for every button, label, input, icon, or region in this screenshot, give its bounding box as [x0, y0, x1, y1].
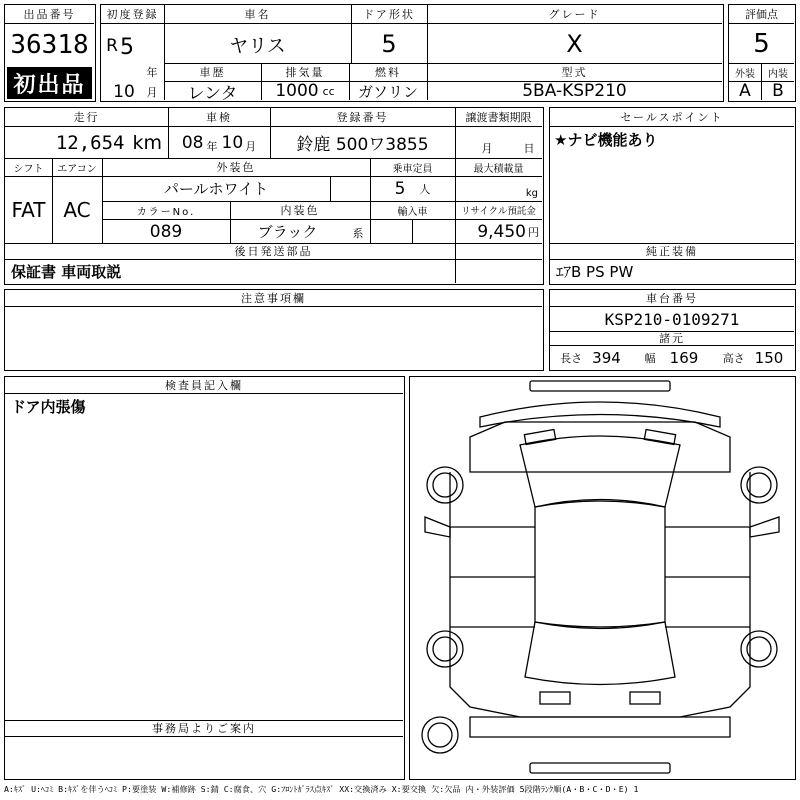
int-color-value: ブラック [257, 223, 318, 241]
capacity-label: 乗車定員 [392, 163, 433, 175]
spec-length-value: 394 [592, 348, 621, 367]
max-load-value [455, 176, 542, 201]
spec-length [550, 346, 631, 369]
legend-text: A:ｷｽﾞ U:ﾍｺﾐ B:ｷｽﾞを伴うﾍｺﾐ P:要塗装 W:補修跡 S:錆 C:腐食、穴 G:ﾌﾛﾝﾄｶﾞﾗｽ点ｷｽﾞ XX:交換済み X:要交換 欠:欠品 内・外装評価 5段階ﾗﾝｸ順(A・B・C・D・E) 1 [4, 783, 639, 794]
sales-point-value: ★ナビ機能あり [554, 130, 658, 149]
mileage-value [5, 127, 168, 158]
first-reg-year: 5 [120, 34, 134, 60]
first-reg-label: 初度登録 [106, 8, 159, 21]
car-diagram [409, 376, 796, 780]
spec-width [631, 346, 712, 369]
sales-point-label: セールスポイント [620, 111, 724, 124]
main-info-box [100, 4, 724, 102]
color-no-value: 089 [149, 221, 183, 242]
int-score-value: B [772, 82, 784, 100]
grade-value: X [566, 30, 583, 58]
notes-label: 注意事項欄 [241, 292, 306, 305]
mileage-label: 走行 [73, 111, 100, 124]
recycle-value [455, 220, 542, 243]
spec-width-label: 幅 [644, 351, 656, 365]
aircon-value: AC [63, 197, 91, 222]
history-value: レンタ [187, 83, 238, 100]
ext-color-value: パールホワイト [163, 180, 269, 198]
history-label: 車歴 [199, 66, 226, 79]
color-no-label: カラーNo. [136, 206, 196, 218]
int-color-unit: 系 [352, 227, 364, 240]
displacement-number: 1000 [275, 82, 319, 100]
car-name-label: 車名 [244, 8, 271, 21]
equipment-value: ｴｱB PS PW [556, 263, 634, 281]
lot-label: 出品番号 [23, 8, 76, 21]
score-value: 5 [753, 29, 770, 59]
transfer-deadline-label: 譲渡書類期限 [465, 111, 532, 124]
ext-score-value: A [739, 82, 751, 100]
inspector-label: 検査員記入欄 [165, 379, 243, 392]
office-label: 事務局よりご案内 [152, 722, 256, 735]
model-code-label: 型式 [561, 66, 588, 79]
doors-label: ドア形状 [363, 8, 415, 21]
recycle-unit: 円 [528, 225, 539, 239]
specs-label: 諸元 [659, 332, 685, 345]
spec-width-value: 169 [669, 348, 699, 367]
fuel-label: 燃料 [375, 66, 401, 79]
spec-height [712, 346, 794, 369]
transfer-deadline-month: 月 [481, 142, 493, 155]
import-label: 輸入車 [397, 206, 428, 218]
registration-label: 登録番号 [336, 111, 389, 124]
capacity-value [370, 176, 455, 201]
vehicle-detail-box [4, 107, 544, 285]
registration-value: 鈴鹿 500ワ3855 [296, 135, 429, 155]
car-outline-svg [410, 377, 794, 778]
max-load-unit: kg [525, 188, 538, 199]
inspection-value [168, 127, 270, 158]
car-name-value: ヤリス [229, 34, 286, 57]
spec-length-label: 長さ [560, 351, 583, 365]
inspection-label: 車検 [206, 111, 232, 124]
grade-label: グレード [548, 8, 601, 21]
shift-label: シフト [13, 163, 44, 175]
later-parts-label: 後日発送部品 [234, 245, 313, 258]
capacity-unit: 人 [419, 182, 431, 196]
lot-box [4, 4, 96, 102]
spec-height-value: 150 [754, 348, 784, 367]
first-reg-month: 10 [113, 83, 135, 100]
chassis-label: 車台番号 [646, 292, 698, 305]
transfer-deadline-day: 日 [523, 142, 535, 155]
aircon-label: エアコン [57, 163, 97, 175]
chassis-value: KSP210-0109271 [604, 309, 740, 329]
inspector-value: ドア内張傷 [11, 397, 86, 416]
first-reg-year-unit: 年 [146, 66, 158, 79]
equipment-label: 純正装備 [646, 245, 698, 258]
ext-score-label: 外装 [735, 68, 755, 80]
inspection-year: 08 [181, 132, 204, 153]
max-load-label: 最大積載量 [473, 163, 524, 175]
shift-value: FAT [11, 197, 46, 222]
ext-color-label: 外装色 [216, 161, 256, 174]
score-box [728, 4, 796, 102]
later-parts-value: 保証書 車両取説 [11, 263, 122, 281]
int-color-label: 内装色 [280, 204, 320, 217]
capacity-number: 5 [394, 178, 406, 199]
displacement-label: 排気量 [285, 66, 325, 79]
int-score-label: 内装 [768, 68, 788, 80]
mileage-unit: km [132, 131, 162, 154]
inspector-box [4, 376, 405, 780]
spec-height-label: 高さ [722, 351, 745, 365]
sales-point-box [549, 107, 796, 285]
chassis-box [549, 289, 796, 371]
first-reg-month-unit: 月 [146, 86, 158, 99]
fuel-value: ガソリン [357, 82, 418, 100]
inspection-month-unit: 月 [245, 139, 257, 153]
first-reg-era: R [106, 36, 118, 56]
score-label: 評価点 [745, 8, 778, 21]
model-code-value: 5BA-KSP210 [522, 82, 627, 100]
recycle-number: 9,450 [477, 221, 526, 242]
inspection-month: 10 [221, 132, 244, 153]
inspection-year-unit: 年 [206, 139, 218, 153]
first-listing-badge: 初出品 [7, 67, 92, 99]
displacement-value [261, 82, 349, 100]
mileage-number: 12,654 [55, 131, 125, 154]
lot-number: 36318 [10, 30, 89, 60]
doors-value: 5 [381, 30, 397, 58]
recycle-label: リサイクル預託金 [461, 206, 536, 217]
displacement-unit: cc [322, 84, 335, 98]
notes-box [4, 289, 544, 371]
